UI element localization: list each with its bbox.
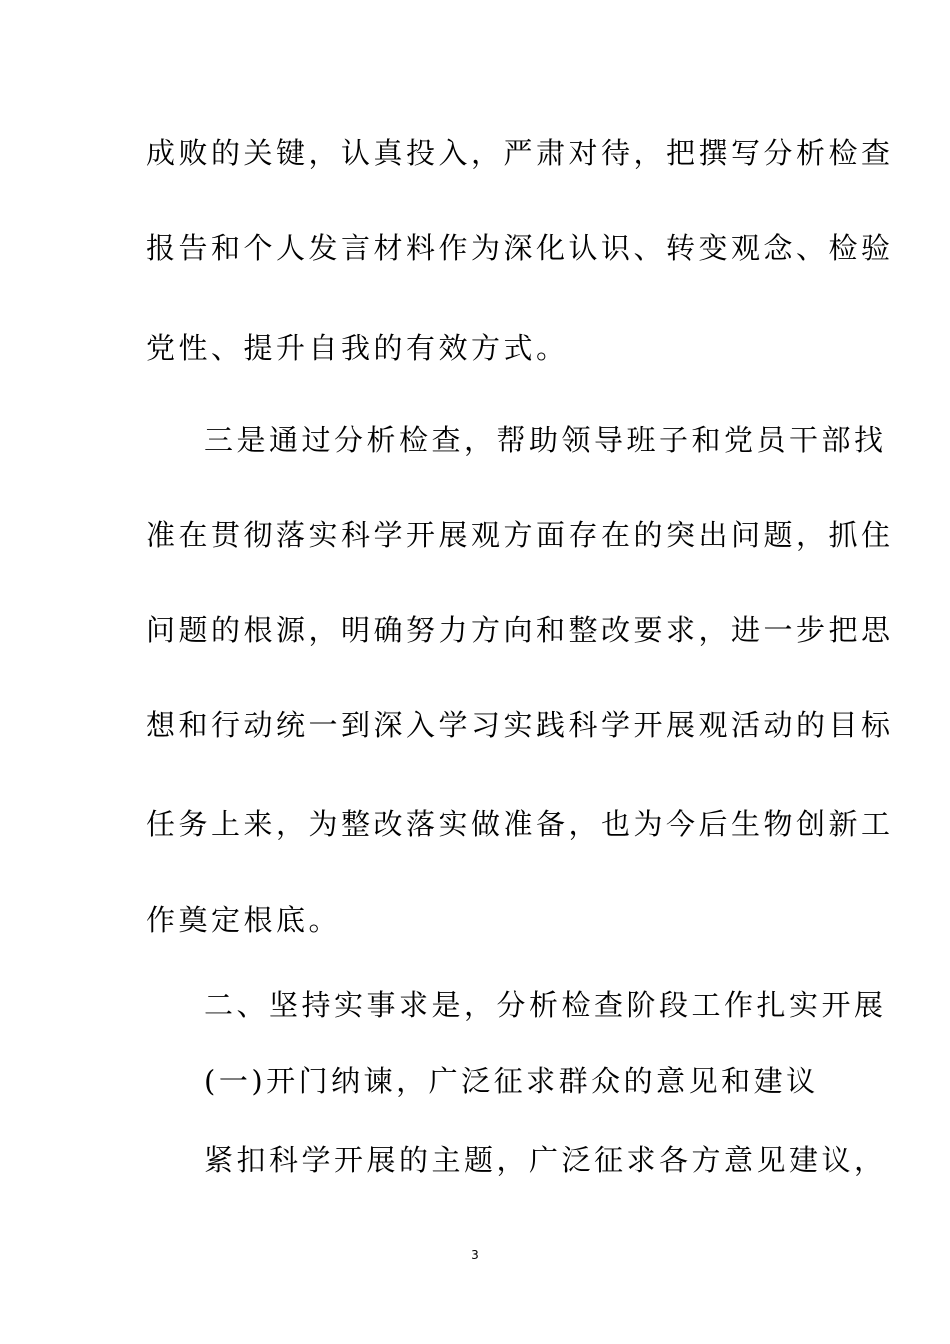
paragraph-line: 紧扣科学开展的主题，广泛征求各方意见建议， [204, 1143, 887, 1177]
paragraph-line: 作奠定根底。 [146, 903, 342, 937]
paragraph-line: 任务上来，为整改落实做准备，也为今后生物创新工 [146, 807, 894, 841]
paragraph-line: 党性、提升自我的有效方式。 [146, 331, 569, 365]
paragraph-line: 成败的关键，认真投入，严肃对待，把撰写分析检查 [146, 136, 894, 170]
subsection-heading: (一)开门纳谏，广泛征求群众的意见和建议 [204, 1064, 819, 1098]
paragraph-line: 三是通过分析检查，帮助领导班子和党员干部找 [204, 423, 887, 457]
paragraph-line: 想和行动统一到深入学习实践科学开展观活动的目标 [146, 708, 894, 742]
section-heading: 二、坚持实事求是，分析检查阶段工作扎实开展 [204, 988, 887, 1022]
paragraph-line: 问题的根源，明确努力方向和整改要求，进一步把思 [146, 613, 894, 647]
page-number: 3 [471, 1248, 479, 1262]
paragraph-line: 准在贯彻落实科学开展观方面存在的突出问题，抓住 [146, 518, 894, 552]
paragraph-line: 报告和个人发言材料作为深化认识、转变观念、检验 [146, 231, 894, 265]
